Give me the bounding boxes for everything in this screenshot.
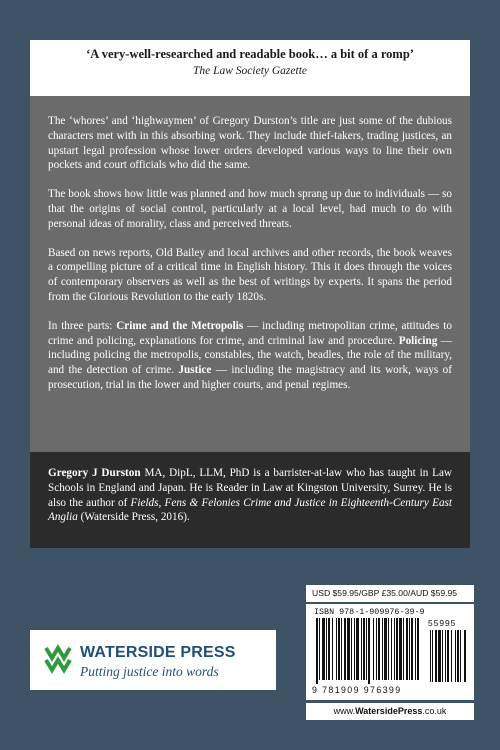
barcode-bar [326, 618, 327, 680]
barcode-bar [403, 618, 404, 680]
part-2-text: — including policing the metropolis, constables, the watch, beadles, the role of the military, and the detection of crime. [48, 334, 452, 377]
author-bio-part-a: MA, DipL, LLM, PhD is a barrister-at-law who has taught in Law Schools in England and Japan. He is Reader in Law at Kingston University, Surrey. He is also the author of [48, 467, 453, 509]
blurb-paragraph-1: The ‘whores’ and ‘highwaymen’ of Gregory Durston’s title are just some of the dubious characters met with in this absorbing work. They include thief-takers, trading justices, an upstart legal profession whose lower orders developed various ways to line their own pockets and court officials who did the same. [48, 115, 452, 172]
barcode-addon-bar [460, 630, 461, 682]
barcode-bar [376, 618, 377, 680]
part-2-title: Policing [398, 334, 438, 347]
author-name: Gregory J Durston [48, 467, 141, 479]
barcode-bar [373, 618, 374, 680]
barcode-bar [347, 618, 350, 680]
blurb-paragraph-3: Based on news reports, Old Bailey and local archives and other records, the book weaves a compelling picture of a critical time in English history. This it does through the voices of contemporary observers as well as the best of writings by experts. It spans the period from the Glorious Revolution to the early 1820s. [48, 246, 452, 303]
barcode-bar [411, 618, 413, 680]
author-bio-panel [30, 452, 470, 548]
publisher-logo [30, 630, 276, 690]
barcode-bar [341, 618, 342, 680]
isbn-number: ISBN 978-1-909976-39-9 [314, 607, 425, 617]
review-quote-box [30, 40, 470, 96]
url-suffix: .co.uk [422, 706, 447, 716]
barcode-panel [306, 604, 474, 700]
barcode-bar [409, 618, 410, 680]
barcode-addon-bar [457, 630, 459, 682]
barcode-bar [396, 618, 398, 680]
barcode-bar [356, 618, 359, 680]
blurb-panel [30, 96, 470, 452]
url-prefix: www. [333, 706, 356, 716]
publisher-url [306, 703, 474, 720]
barcode-bar [417, 618, 419, 680]
barcode-bar [399, 618, 402, 680]
parts-intro: In three parts: [48, 319, 117, 332]
barcode-bar [336, 618, 337, 680]
part-1-title: Crime and the Metropolis [116, 319, 244, 332]
barcode-bar [406, 618, 408, 680]
barcode-bar [384, 618, 387, 680]
waterside-wave-icon [44, 644, 74, 676]
barcode-ean-digits: 9 781909 976399 [312, 685, 402, 695]
part-3-text: — including the magistracy and its work, ways of prosecution, trial in the lower and higher courts, and penal regimes. [48, 364, 452, 391]
barcode-bar [391, 618, 392, 680]
barcode-addon-bar [445, 630, 446, 682]
blurb-paragraph-2: The book shows how little was planned and how much sprang up due to individuals — so that the origins of social control, particularly at a local level, had much to do with personal ideas of morality, class and perceived threats. [48, 188, 452, 230]
publisher-name: WATERSIDE PRESS [80, 644, 236, 661]
barcode-bar [363, 618, 365, 680]
blurb-paragraph-4 [48, 319, 452, 393]
publisher-tagline: Putting justice into words [80, 664, 219, 679]
author-bio-part-b: (Waterside Press, 2016). [77, 511, 190, 524]
part-3-title: Justice [178, 364, 212, 377]
barcode-graphic [312, 618, 470, 686]
barcode-addon-bar [464, 630, 466, 682]
barcode-addon-bar [430, 630, 431, 682]
barcode-bar [378, 618, 380, 680]
barcode-addon-bar [451, 630, 452, 682]
barcode-addon-bar [438, 630, 441, 682]
barcode-bar [316, 618, 318, 684]
barcode-bar [319, 618, 320, 680]
barcode-bar [338, 618, 340, 680]
part-1-text: — including metropolitan crime, attitudes to crime and policing, explanations for crime, and criminal law and procedure. [48, 319, 452, 347]
barcode-addon-bar [455, 630, 456, 682]
barcode-bar [344, 618, 346, 680]
barcode-bar [415, 618, 416, 680]
review-quote: ‘A very-well-researched and readable book… a bit of a romp’ [86, 47, 414, 61]
barcode-bar [388, 618, 389, 680]
barcode-bar [366, 618, 367, 680]
barcode-addon-bar [447, 630, 449, 682]
barcode-bar [382, 618, 383, 680]
barcode-bar [328, 618, 330, 680]
barcode-addon-bar [432, 630, 433, 682]
url-bold: WatersidePress [355, 706, 423, 716]
barcode-bar [322, 618, 325, 680]
barcode-bar [361, 618, 362, 680]
barcode-addon-digits: 55995 [428, 618, 457, 628]
barcode-bar [354, 618, 355, 680]
barcode-bar [351, 618, 352, 680]
barcode-bar [332, 618, 333, 680]
author-other-book: Fields, Fens & Felonies Crime and Justice in Eighteenth-Century East Anglia [48, 496, 452, 524]
author-bio [48, 466, 452, 525]
barcode-addon-bar [435, 630, 437, 682]
barcode-bar [394, 618, 395, 680]
barcode-bar [368, 618, 370, 684]
barcode-addon-bar [442, 630, 443, 682]
review-source: The Law Society Gazette [192, 65, 308, 77]
price-label: USD $59.95/GBP £35.00/AUD $59.95 [306, 585, 474, 602]
